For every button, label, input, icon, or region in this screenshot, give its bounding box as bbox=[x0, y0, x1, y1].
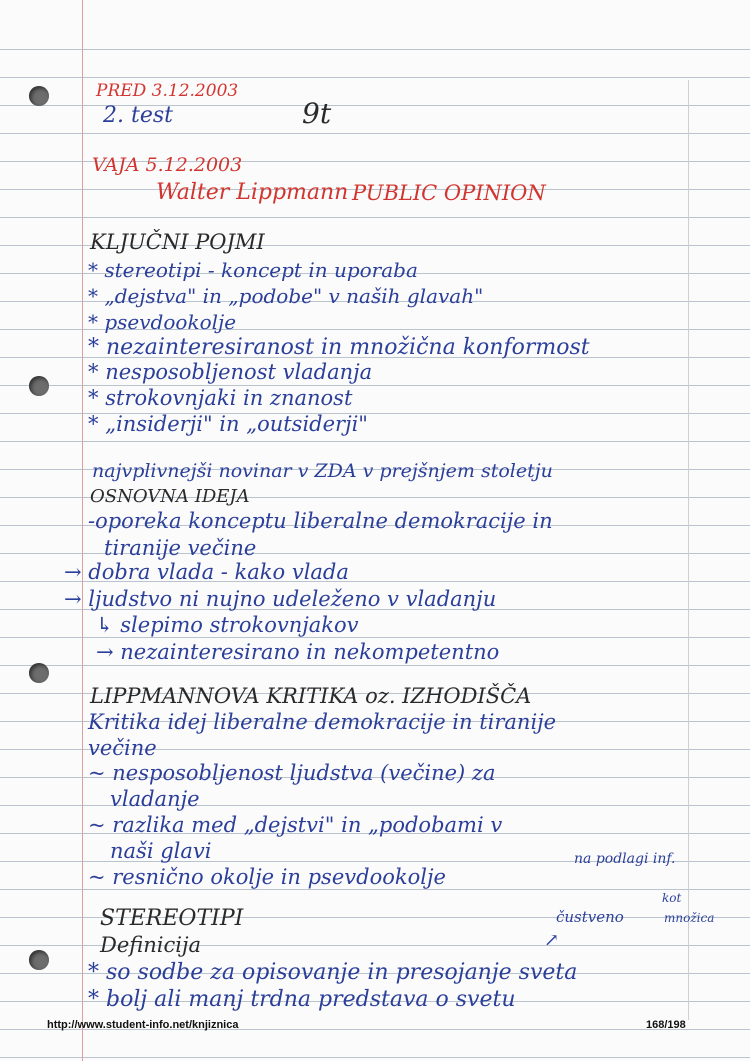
margin-note: kot bbox=[662, 891, 682, 905]
punch-hole bbox=[29, 950, 49, 970]
critique-item: ~ nesposobljenost ljudstva (večine) za bbox=[88, 761, 496, 785]
stereotype-item: * so sodbe za opisovanje in presojanje sveta bbox=[88, 960, 578, 985]
author-name: Walter Lippmann bbox=[156, 180, 349, 205]
test-line: 2. test bbox=[103, 103, 173, 128]
concept-item: * stereotipi - koncept in uporaba bbox=[88, 258, 418, 282]
margin-line bbox=[82, 0, 83, 1061]
punch-hole bbox=[29, 376, 49, 396]
concept-item: * „dejstva" in „podobe" v naših glavah" bbox=[88, 284, 484, 308]
footer-url: http://www.student-info.net/knjiznica bbox=[47, 1019, 239, 1031]
punch-hole bbox=[29, 663, 49, 683]
idea-heading: OSNOVNA IDEJA bbox=[90, 486, 250, 507]
stereotype-item: * bolj ali manj trdna predstava o svetu bbox=[88, 987, 516, 1012]
pred-date: PRED 3.12.2003 bbox=[96, 81, 239, 101]
concept-item: * psevdookolje bbox=[88, 310, 237, 334]
critique-item: naši glavi bbox=[110, 839, 212, 863]
stereotypes-heading: STEREOTIPI bbox=[100, 906, 244, 931]
arrow-item: → ljudstvo ni nujno udeleženo v vladanju bbox=[64, 587, 497, 611]
idea-line: -oporeka konceptu liberalne demokracije in bbox=[88, 509, 553, 533]
critique-heading: LIPPMANNOVA KRITIKA oz. IZHODIŠČA bbox=[90, 684, 532, 708]
arrow-mark: ↗ bbox=[544, 930, 560, 951]
arrow-item: → dobra vlada - kako vlada bbox=[64, 560, 349, 584]
critique-item: vladanje bbox=[110, 787, 200, 811]
margin-note: množica bbox=[664, 911, 715, 925]
bleed-through-line bbox=[688, 80, 689, 1020]
concept-item: * „insiderji" in „outsiderji" bbox=[88, 412, 368, 436]
page-number: 168/198 bbox=[646, 1019, 686, 1031]
concept-item: * nezainteresiranost in množična konformost bbox=[88, 335, 590, 360]
intro-line: najvplivnejši novinar v ZDA v prejšnjem stoletju bbox=[92, 460, 553, 482]
critique-item: ~ razlika med „dejstvi" in „podobami v bbox=[88, 813, 503, 837]
margin-note: na podlagi inf. bbox=[574, 851, 676, 867]
score: 9t bbox=[302, 97, 332, 130]
key-concepts-heading: KLJUČNI POJMI bbox=[90, 230, 265, 254]
critique-line: Kritika idej liberalne demokracije in tiranije bbox=[88, 710, 557, 734]
vaja-date: VAJA 5.12.2003 bbox=[92, 154, 243, 176]
concept-item: * strokovnjaki in znanost bbox=[88, 386, 353, 410]
critique-item: ~ resnično okolje in psevdookolje bbox=[88, 865, 446, 889]
definition-heading: Definicija bbox=[100, 933, 202, 957]
concept-item: * nesposobljenost vladanja bbox=[88, 360, 373, 384]
margin-note: čustveno bbox=[556, 908, 624, 926]
book-title: PUBLIC OPINION bbox=[352, 181, 546, 205]
arrow-item: → nezainteresirano in nekompetentno bbox=[96, 640, 500, 664]
critique-line: večine bbox=[88, 736, 157, 760]
arrow-item: ↳ slepimo strokovnjakov bbox=[96, 613, 359, 637]
punch-hole bbox=[29, 86, 49, 106]
idea-line: tiranije večine bbox=[104, 536, 257, 560]
